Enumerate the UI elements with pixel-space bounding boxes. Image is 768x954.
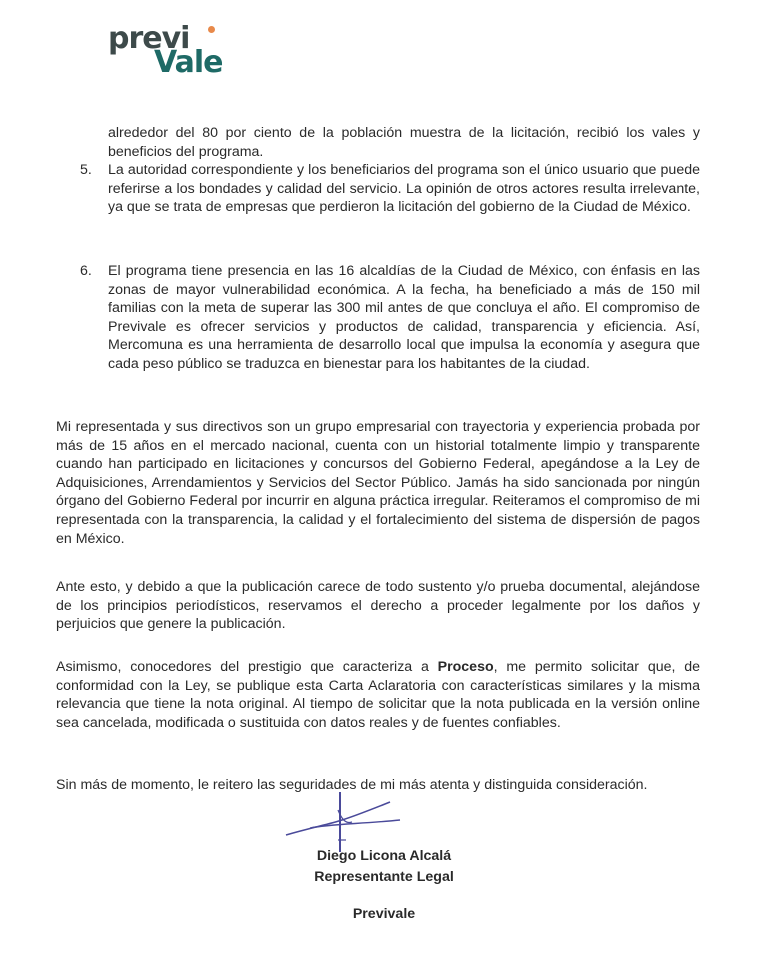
list-number: 6. xyxy=(80,263,92,279)
list-item-text: El programa tiene presencia en las 16 alcaldías de la Ciudad de México, con énfasis en las zonas de mayor vulnerabilidad económica. A la fecha, ha beneficiado a más de 150 mil familias con la meta de superar las 300 mil antes de que concluya el año. El compromiso de Previvale es ofrecer servicios y productos de calidad, transparencia y eficiencia. Así, Mercomuna es una herramienta de desarrollo local que impulsa la economía y asegura que cada peso público se traduzca en bienestar para los habitantes de la ciudad. xyxy=(108,263,700,372)
signatory-company: Previvale xyxy=(352,906,416,922)
publication-name: Proceso xyxy=(437,659,494,675)
paragraph-legal-reservation: Ante esto, y debido a que la publicación carece de todo sustento y/o prueba documental, alejándose de los principios periodísticos, reservamos el derecho a proceder legalmente por los daños y perjuicios que genere la publicación. xyxy=(56,579,700,633)
signatory-name: Diego Licona Alcalá xyxy=(316,848,452,864)
paragraph-closing: Sin más de momento, le reitero las seguridades de mi más atenta y distinguida consideración. xyxy=(56,777,648,793)
list-number: 5. xyxy=(80,162,92,178)
paragraph-company-record: Mi representada y sus directivos son un grupo empresarial con trayectoria y experiencia probada por más de 15 años en el mercado nacional, cuenta con un historial totalmente limpio y transparente cuando han participado en licitaciones y concursos del Gobierno Federal, apegándose a la Ley de Adquisiciones, Arrendamientos y Servicios del Sector Público. Jamás ha sido sancionada por ningún órgano del Gobierno Federal por incurrir en alguna práctica irregular. Reiteramos el compromiso de mi representada con la transparencia, la calidad y el fortalecimiento del sistema de dispersión de pagos en México. xyxy=(56,419,700,547)
logo-dot xyxy=(208,26,215,33)
previvale-logo xyxy=(108,21,238,82)
logo-text-vale: Vale xyxy=(154,45,223,80)
paragraph-request xyxy=(56,658,700,732)
list-item-text: La autoridad correspondiente y los beneficiarios del programa son el único usuario que puede referirse a los bondades y calidad del servicio. La opinión de otros actores resulta irrelevante, ya que se trata de empresas que perdieron la licitación del gobierno de la Ciudad de México. xyxy=(108,162,700,216)
signatory-title: Representante Legal xyxy=(314,869,454,885)
request-text-start: Asimismo, conocedores del prestigio que caracteriza a xyxy=(56,659,438,675)
continuation-text: alrededor del 80 por ciento de la población muestra de la licitación, recibió los vales y beneficios del programa. xyxy=(108,125,700,160)
request-text-end: , me permito solicitar que, de conformidad con la Ley, se publique esta Carta Aclaratoria con características similares y la misma relevancia que tiene la nota original. Al tiempo de solicitar que la nota publicada en la versión online sea cancelada, modificada o sustituida con datos reales y de fuentes confiables. xyxy=(56,659,700,731)
list-item-6 xyxy=(80,262,700,374)
list-item-5 xyxy=(80,161,700,217)
logo-text-previ: previ xyxy=(108,21,190,56)
